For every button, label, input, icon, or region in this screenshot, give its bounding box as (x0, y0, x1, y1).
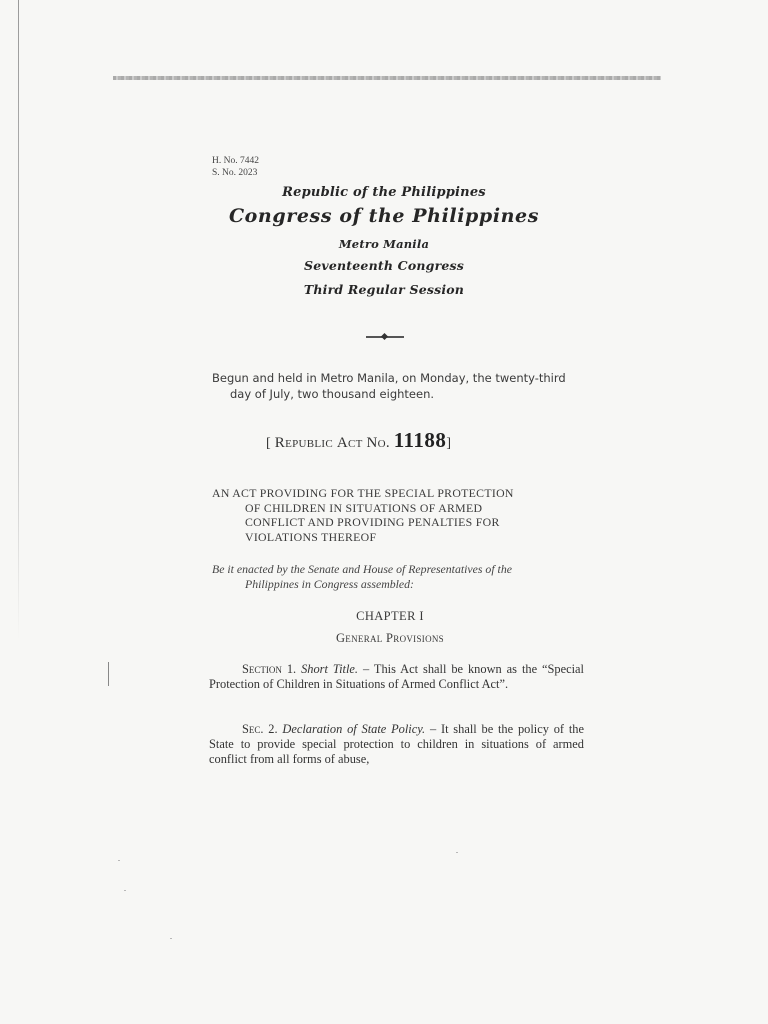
section-1-text: the “Special Protection of Children in Situations of Armed Conflict Act”. (209, 662, 584, 691)
section-2-label: Sec. 2. (242, 722, 278, 736)
begun-line-2: day of July, two thousand eighteen. (230, 387, 435, 401)
header-republic: Republic of the Philippines (282, 185, 486, 200)
act-description (212, 486, 584, 544)
ornament-diamond-icon (381, 333, 388, 340)
scan-speck (118, 860, 120, 861)
section-2-text-lead: It shall be the (440, 722, 514, 736)
bracket-close: ] (446, 436, 452, 451)
section-1-paragraph (209, 662, 584, 692)
act-label-no: No. (366, 435, 390, 451)
begun-statement (212, 370, 592, 402)
act-label-act: Act (336, 435, 363, 451)
section-1-text-lead: This Act shall be known as (373, 662, 517, 676)
begun-line-1: Begun and held in Metro Manila, on Monday, the twenty-third (212, 371, 566, 385)
section-1-heading: Short Title. (301, 662, 359, 676)
house-bill-number: H. No. 7442 (212, 156, 259, 166)
section-1-dash: – (362, 662, 370, 676)
act-number: 11188 (393, 428, 447, 452)
section-2-heading: Declaration of State Policy. (282, 722, 426, 736)
header-congress-number: Seventeenth Congress (304, 258, 464, 273)
section-2-paragraph (209, 722, 584, 767)
reference-numbers (212, 155, 259, 179)
republic-act-title (266, 428, 451, 453)
section-2-dash: – (429, 722, 437, 736)
header-session: Third Regular Session (303, 282, 465, 297)
ornament-divider (366, 336, 404, 338)
chapter-title: CHAPTER I (356, 609, 424, 623)
scan-speck (124, 890, 126, 891)
senate-bill-number: S. No. 2023 (212, 168, 258, 178)
enacting-clause-line-1: Be it enacted by the Senate and House of Representatives of the (212, 562, 512, 576)
scan-edge-left (18, 0, 19, 640)
header-location: Metro Manila (338, 237, 430, 251)
act-description-line-3: CONFLICT AND PROVIDING PENALTIES FOR (245, 515, 500, 529)
scan-speck (170, 938, 172, 939)
scan-speck (456, 852, 458, 853)
act-description-line-4: VIOLATIONS THEREOF (245, 529, 377, 544)
section-1-label: Section 1. (242, 662, 297, 676)
enacting-clause-line-2: Philippines in Congress assembled: (245, 577, 414, 591)
scan-top-rule (113, 76, 661, 80)
act-label-republic: Republic (274, 435, 334, 451)
bracket-open: [ (266, 436, 271, 451)
act-description-line-2: OF CHILDREN IN SITUATIONS OF ARMED (245, 500, 483, 515)
act-description-line-1: AN ACT PROVIDING FOR THE SPECIAL PROTECTION (212, 486, 514, 500)
enacting-clause (212, 562, 584, 592)
header-congress: Congress of the Philippines (228, 205, 540, 227)
scan-mark (108, 662, 109, 686)
chapter-subtitle: General Provisions (335, 631, 444, 645)
section-2-text: policy of the State to provide special protection to children in situations of armed conflict from all forms of abuse, (209, 722, 584, 766)
